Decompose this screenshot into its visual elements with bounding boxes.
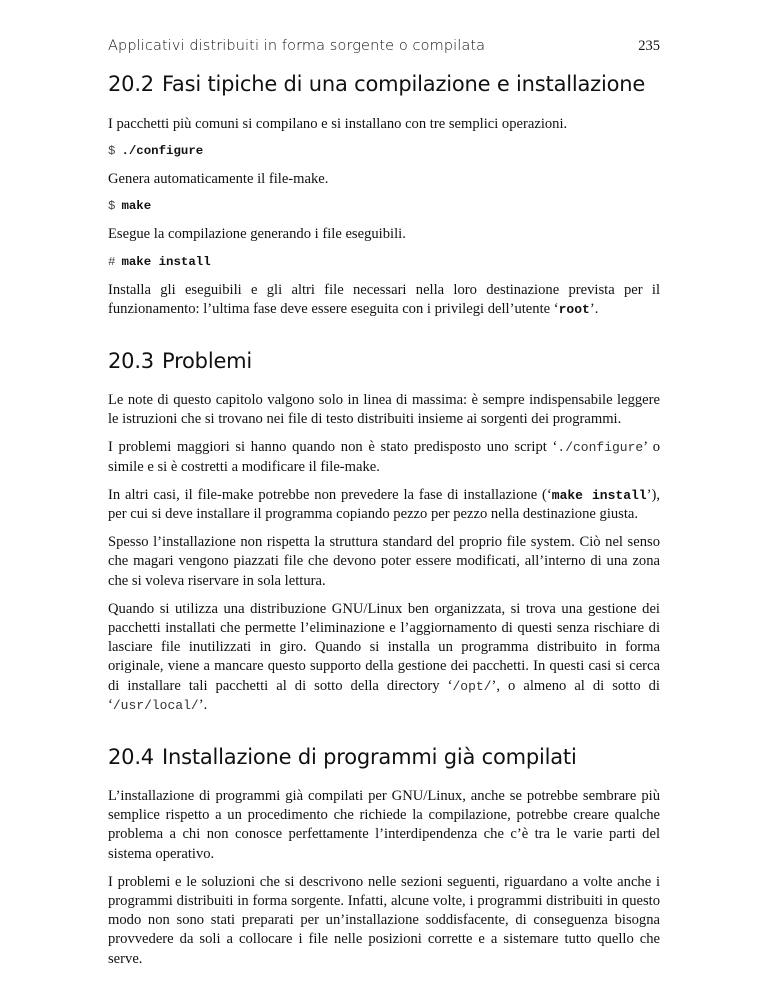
section-heading-20-3 xyxy=(108,347,660,375)
shell-prompt: $ xyxy=(108,199,116,214)
section-heading-20-2 xyxy=(108,70,660,98)
command: make install xyxy=(121,254,211,269)
shell-prompt: # xyxy=(108,254,116,269)
paragraph: L’installazione di programmi già compilati per GNU/Linux, anche se potrebbe sembrare più semplice rispetto a un procedimento che richiede la compilazione, potrebbe creare qualche problema a chi non conosce perfettamente l’interdipendenza che c’è tra le varie parti del sistema operativo. xyxy=(108,788,660,862)
page-number: 235 xyxy=(638,38,660,54)
text-run: ’, o almeno al di sotto di ‘ xyxy=(108,677,660,713)
text-run: ’. xyxy=(589,300,599,317)
section-number: 20.3 xyxy=(108,349,154,374)
running-header xyxy=(108,38,660,55)
paragraph xyxy=(108,486,660,524)
command: ./configure xyxy=(121,144,204,159)
command: make xyxy=(121,199,152,214)
paragraph: Genera automaticamente il file-make. xyxy=(108,171,329,188)
text-run: I problemi maggiori si hanno quando non è stato predisposto uno script ‘ xyxy=(108,439,558,456)
paragraph: Spesso l’installazione non rispetta la struttura standard del proprio file system. Ciò nel senso che magari vengono piazzati file che devono poter essere modificati, all’interno di una zona che si voleva riservare in sola lettura. xyxy=(108,534,660,589)
paragraph xyxy=(108,438,660,476)
inline-code: ./configure xyxy=(557,440,644,456)
inline-code: root xyxy=(558,301,590,317)
section-number: 20.4 xyxy=(108,745,154,770)
inline-code: /usr/local/ xyxy=(112,697,199,713)
section-title: Fasi tipiche di una compilazione e installazione xyxy=(161,72,646,96)
text-run: ’. xyxy=(198,696,208,713)
inline-code: make install xyxy=(551,487,647,503)
page-content xyxy=(108,70,660,969)
paragraph xyxy=(108,600,660,715)
paragraph: Esegue la compilazione generando i file eseguibili. xyxy=(108,226,406,243)
shell-prompt: $ xyxy=(108,144,116,159)
section-title: Problemi xyxy=(161,349,253,374)
paragraph xyxy=(108,281,660,319)
command-line xyxy=(108,143,660,159)
paragraph: I problemi e le soluzioni che si descrivono nelle sezioni seguenti, riguardano a volte anche i programmi distribuiti in forma sorgente. Infatti, alcune volte, i programmi distribuiti in questo modo non sono stati preparati per un’installazione soddisfacente, di conseguenza bisogna provvedere da soli a collocare i file nelle posizioni corrette e a sistemare tutto quello che serve. xyxy=(108,873,660,967)
command-line xyxy=(108,198,660,214)
text-run: ’ o simile e si è costretti a modificare il file-make. xyxy=(108,439,660,475)
section-title: Installazione di programmi già compilati xyxy=(161,745,577,770)
command-line xyxy=(108,254,660,270)
text-run: In altri casi, il file-make potrebbe non prevedere la fase di installazione (‘ xyxy=(108,486,552,503)
text-run: Quando si utilizza una distribuzione GNU/Linux ben organizzata, si trova una gestione dei pacchetti installati che permette l’eliminazione e l’aggiornamento di questi senza rischiare di lasciare file inutilizzati in giro. Quando si installa un programma distribuito in forma originale, viene a mancare questo supporto della gestione dei pacchetti. In questi casi si cerca di installare tali pacchetti al di sotto della directory ‘ xyxy=(108,600,660,694)
running-title: Applicativi distribuiti in forma sorgente o compilata xyxy=(108,38,486,54)
paragraph: Le note di questo capitolo valgono solo in linea di massima: è sempre indispensabile leggere le istruzioni che si trovano nei file di testo distribuiti insieme ai sorgenti dei programmi. xyxy=(108,392,660,428)
text-run: ’), per cui si deve installare il programma copiando pezzo per pezzo nella destinazione giusta. xyxy=(108,486,660,523)
section-number: 20.2 xyxy=(108,72,154,96)
inline-code: /opt/ xyxy=(452,678,492,694)
paragraph: I pacchetti più comuni si compilano e si installano con tre semplici operazioni. xyxy=(108,116,568,132)
section-heading-20-4 xyxy=(108,743,660,771)
text-run: Installa gli eseguibili e gli altri file necessari nella loro destinazione prevista per il funzionamento: l’ultima fase deve essere eseguita con i privilegi dell’utente ‘ xyxy=(108,281,660,317)
